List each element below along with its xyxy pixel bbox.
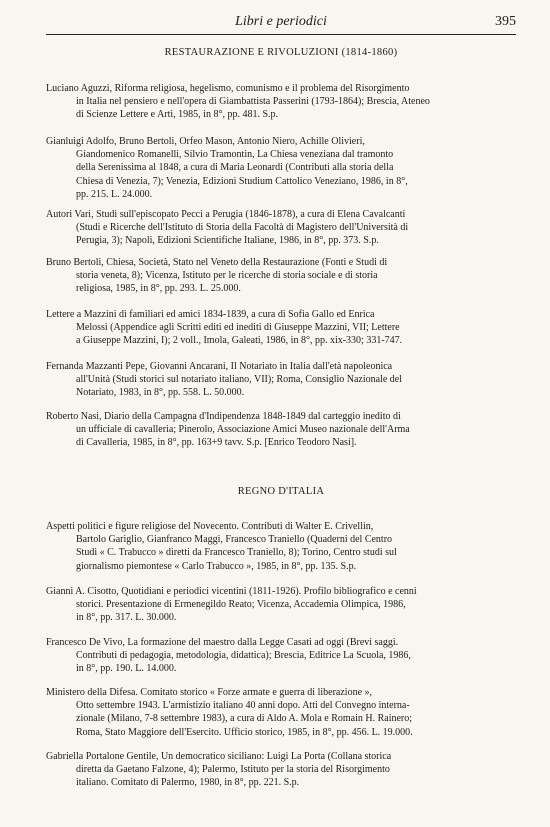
entry-line: Bartolo Gariglio, Gianfranco Maggi, Francesco Traniello (Quaderni del Centro: [76, 534, 393, 546]
entry-line: Roberto Nasi, Diario della Campagna d'Indipendenza 1848-1849 dal carteggio inedito di: [46, 411, 401, 422]
bibliography-entry: [46, 360, 520, 400]
entry-line: diretta da Gaetano Falzone, 4); Palermo, Istituto per la storia del Risorgimento: [76, 764, 390, 776]
entry-line: Otto settembre 1943. L'armistizio italiano 40 anni dopo. Atti del Convegno interna-: [76, 700, 410, 712]
entry-line: Contributi di pedagogia, metodologia, didattica); Brescia, Editrice La Scuola, 1986,: [76, 650, 411, 662]
section-title-regno-ditalia: REGNO D'ITALIA: [237, 486, 325, 497]
header-rule: [46, 34, 516, 35]
entry-line: Lettere a Mazzini di familiari ed amici 1834-1839, a cura di Sofia Gallo ed Enrica: [46, 309, 375, 320]
bibliography-entry: [46, 135, 520, 201]
entry-line: a Giuseppe Mazzini, I); 2 voll., Imola, Galeati, 1986, in 8°, pp. xix-330; 331-747.: [76, 335, 403, 347]
entry-line: (Studi e Ricerche dell'Istituto di Storia della Facoltà di Magistero dell'Università di: [76, 222, 409, 234]
entry-line: in 8°, pp. 190. L. 14.000.: [76, 663, 177, 675]
running-head-title: Libri e periodici: [235, 14, 327, 29]
bibliography-entry: [46, 750, 520, 790]
entry-line: in 8°, pp. 317. L. 30.000.: [76, 612, 177, 624]
entry-line: Francesco De Vivo, La formazione del maestro dalla Legge Casati ad oggi (Brevi saggi.: [46, 637, 399, 648]
bibliography-entry: [46, 82, 520, 122]
bibliography-entry: [46, 208, 520, 248]
page-number: 395: [495, 14, 516, 29]
entry-line: italiano. Comitato di Palermo, 1980, in 8°, pp. 221. S.p.: [76, 777, 300, 789]
entry-line: all'Unità (Studi storici sul notariato italiano, VII); Roma, Consiglio Nazionale del: [76, 374, 403, 386]
entry-line: Roma, Stato Maggiore dell'Esercito. Ufficio storico, 1985, in 8°, pp. 456. L. 19.000.: [76, 726, 413, 738]
entry-line: pp. 215. L. 24.000.: [76, 188, 153, 200]
entry-line: Fernanda Mazzanti Pepe, Giovanni Ancarani, Il Notariato in Italia dall'età napoleonica: [46, 361, 393, 372]
entry-line: di Cavalleria, 1985, in 8°, pp. 163+9 tavv. S.p. [Enrico Teodoro Nasi].: [76, 437, 357, 449]
entry-line: Ministero della Difesa. Comitato storico « Forze armate e guerra di liberazione »,: [46, 687, 373, 698]
bibliography-entry: [46, 585, 520, 625]
entry-line: della Serenissima al 1848, a cura di Maria Leonardi (Contributi alla storia della: [76, 162, 394, 174]
entry-line: Aspetti politici e figure religiose del Novecento. Contributi di Walter E. Crivellin,: [46, 521, 374, 532]
entry-line: Autori Vari, Studi sull'episcopato Pecci a Perugia (1846-1878), a cura di Elena Cavalcanti: [46, 209, 406, 220]
entry-line: un ufficiale di cavalleria; Pinerolo, Associazione Amici Museo nazionale dell'Arma: [76, 424, 410, 436]
entry-line: storici. Presentazione di Ermenegildo Reato; Vicenza, Accademia Olimpica, 1986,: [76, 599, 406, 611]
bibliography-entry: [46, 410, 520, 450]
entry-line: zionale (Milano, 7-8 settembre 1983), a cura di Aldo A. Mola e Romain H. Rainero;: [76, 713, 413, 725]
entry-line: Chiesa di Venezia, 7); Venezia, Edizioni Studium Cattolico Veneziano, 1986, in 8°,: [76, 175, 408, 187]
entry-line: di Scienze Lettere e Arti, 1985, in 8°, pp. 481. S.p.: [76, 109, 279, 121]
section-title-restaurazione: RESTAURAZIONE E RIVOLUZIONI (1814-1860): [164, 47, 398, 58]
bibliography-entry: [46, 636, 520, 676]
entry-line: religiosa, 1985, in 8°, pp. 293. L. 25.000.: [76, 283, 241, 295]
entry-line: in Italia nel pensiero e nell'opera di Giambattista Passerini (1793-1864); Brescia, Ateneo: [76, 96, 430, 108]
entry-line: Giandomenico Romanelli, Silvio Tramontin, La Chiesa veneziana dal tramonto: [76, 149, 394, 161]
entry-line: giornalismo piemontese « Carlo Trabucco », 1985, in 8°, pp. 135. S.p.: [76, 560, 357, 572]
entry-line: Notariato, 1983, in 8°, pp. 558. L. 50.000.: [76, 387, 245, 399]
bibliography-entry: [46, 256, 520, 296]
running-head: [46, 12, 516, 34]
entry-line: storia veneta, 8); Vicenza, Istituto per le ricerche di storia sociale e di storia: [76, 270, 378, 282]
entry-line: Gianluigi Adolfo, Bruno Bertoli, Orfeo Mason, Antonio Niero, Achille Olivieri,: [46, 136, 365, 147]
entry-line: Gianni A. Cisotto, Quotidiani e periodici vicentini (1811-1926). Profilo bibliografico e cenni: [46, 586, 417, 597]
entry-line: Bruno Bertoli, Chiesa, Società, Stato nel Veneto della Restaurazione (Fonti e Studi di: [46, 257, 388, 268]
entry-line: Melossi (Appendice agli Scritti editi ed inediti di Giuseppe Mazzini, VII; Lettere: [76, 322, 400, 334]
entry-line: Studi « C. Trabucco » diretti da Francesco Traniello, 8); Torino, Centro studi sul: [76, 547, 397, 559]
entry-line: Luciano Aguzzi, Riforma religiosa, hegelismo, comunismo e il problema del Risorgimento: [46, 83, 410, 94]
bibliography-entry: [46, 520, 520, 573]
entry-line: Gabriella Portalone Gentile, Un democratico siciliano: Luigi La Porta (Collana storica: [46, 751, 392, 762]
bibliography-entry: [46, 308, 520, 348]
bibliography-entry: [46, 686, 520, 739]
entry-line: Perugia, 3); Napoli, Edizioni Scientifiche Italiane, 1986, in 8°, pp. 373. S.p.: [76, 235, 379, 247]
